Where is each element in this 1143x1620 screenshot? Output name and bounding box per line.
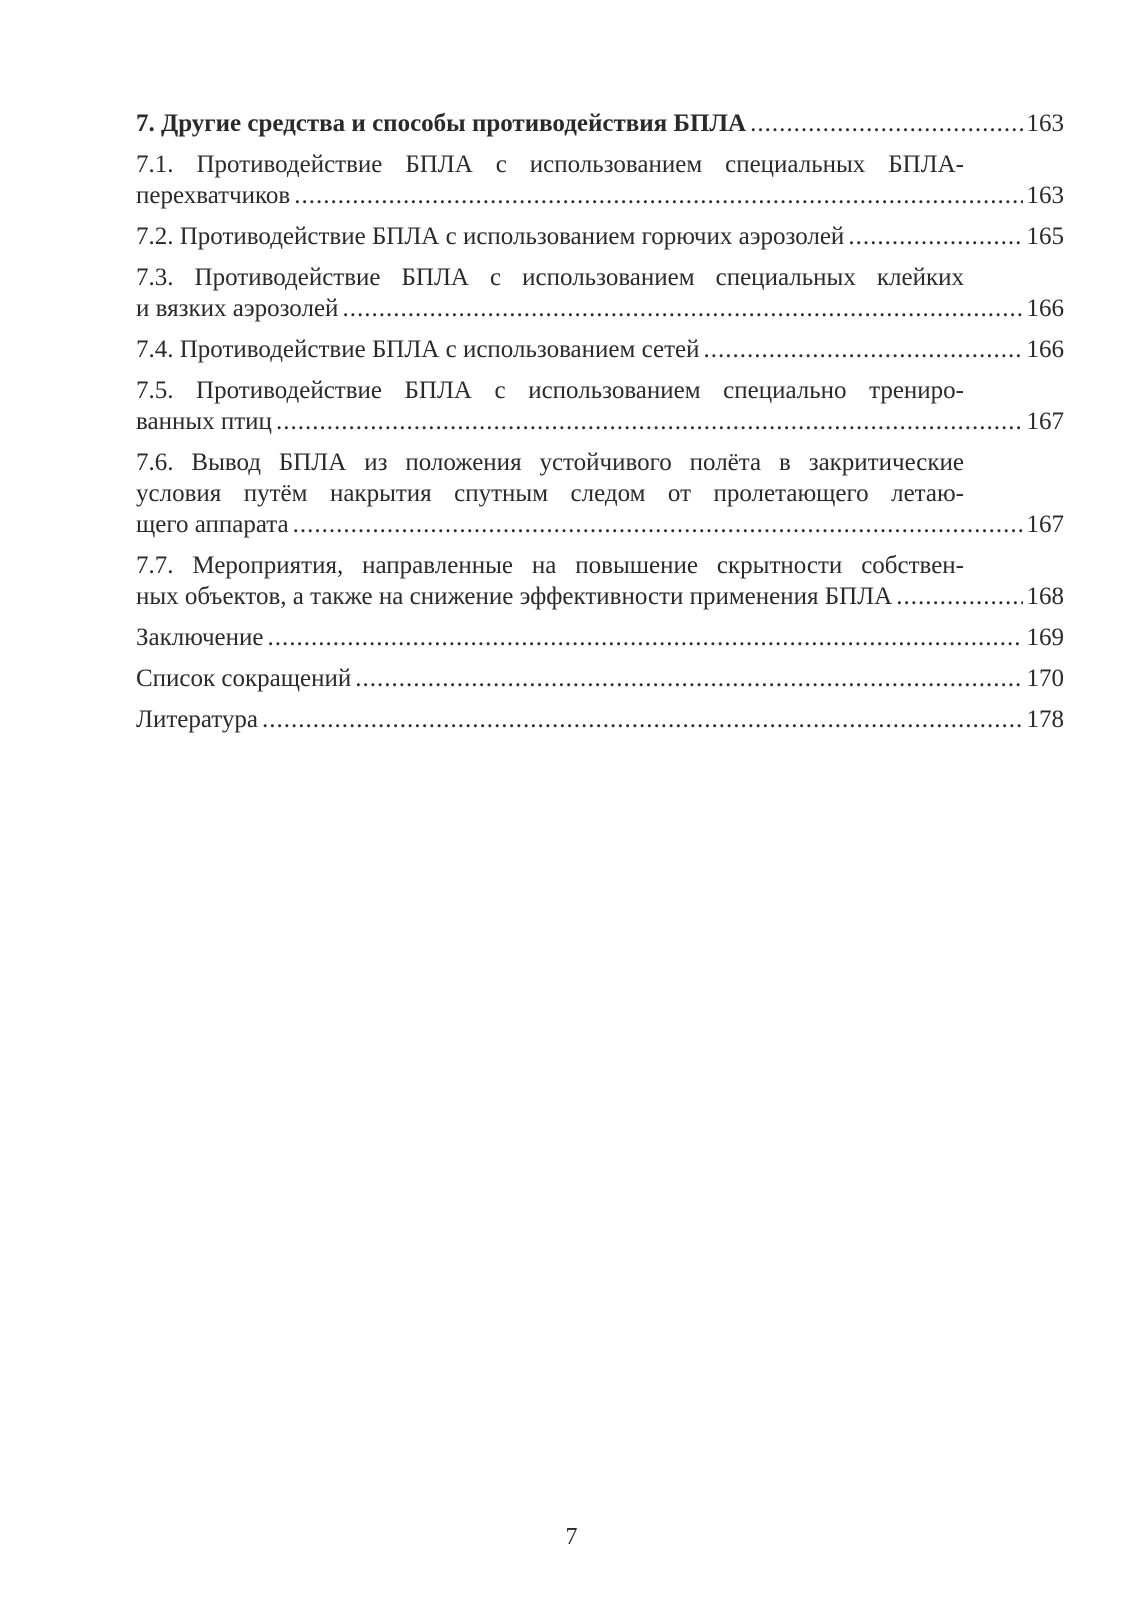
toc-entry-title: 7.4. Противодействие БПЛА с использованием сетей bbox=[136, 336, 700, 363]
toc-entry-page: 170 bbox=[1026, 665, 1064, 692]
dot-leader bbox=[276, 406, 1023, 437]
toc-entry[interactable] bbox=[136, 221, 1064, 252]
toc-entry-title: 7. Другие средства и способы противодействия БПЛА bbox=[136, 110, 747, 137]
toc-entry-last-line bbox=[136, 108, 1064, 139]
toc-entry-last-line bbox=[136, 581, 1064, 612]
toc-entry-title: Заключение bbox=[136, 624, 264, 651]
dot-leader bbox=[750, 108, 1022, 139]
toc-entry-last-line bbox=[136, 221, 1064, 252]
dot-leader bbox=[293, 509, 1023, 540]
toc-entry[interactable] bbox=[136, 704, 1064, 735]
toc-entry[interactable] bbox=[136, 550, 1064, 612]
toc-entry-page: 178 bbox=[1026, 706, 1064, 733]
toc-entry-page: 169 bbox=[1026, 624, 1064, 651]
toc-entry-last-line bbox=[136, 663, 1064, 694]
dot-leader bbox=[355, 663, 1022, 694]
toc-entry[interactable] bbox=[136, 622, 1064, 653]
toc-entry-title: щего аппарата bbox=[136, 511, 289, 538]
toc-entry-title: ных объектов, а также на снижение эффективности применения БПЛА bbox=[136, 583, 893, 610]
dot-leader bbox=[342, 293, 1022, 324]
dot-leader bbox=[294, 180, 1022, 211]
toc-entry-last-line bbox=[136, 704, 1064, 735]
toc-entry[interactable] bbox=[136, 149, 1064, 211]
toc-entry-title: Список сокращений bbox=[136, 665, 352, 692]
page-number: 7 bbox=[565, 1524, 578, 1550]
toc-entry-title: и вязких аэрозолей bbox=[136, 295, 339, 322]
toc-entry-last-line bbox=[136, 293, 1064, 324]
dot-leader bbox=[896, 581, 1022, 612]
toc-entry[interactable] bbox=[136, 447, 1064, 540]
toc-entry-line: условия путём накрытия спутным следом от пролетающего летаю- bbox=[136, 480, 964, 507]
toc-entry-line: 7.1. Противодействие БПЛА с использованием специальных БПЛА- bbox=[136, 151, 964, 178]
dot-leader bbox=[262, 704, 1023, 735]
toc-entry-line: 7.5. Противодействие БПЛА с использованием специально трениро- bbox=[136, 377, 964, 404]
table-of-contents bbox=[136, 108, 1064, 745]
toc-entry[interactable] bbox=[136, 334, 1064, 365]
toc-entry-title: 7.2. Противодействие БПЛА с использованием горючих аэрозолей bbox=[136, 223, 845, 250]
toc-entry[interactable] bbox=[136, 375, 1064, 437]
toc-entry[interactable] bbox=[136, 262, 1064, 324]
toc-entry-page: 168 bbox=[1026, 583, 1064, 610]
toc-entry-title: ванных птиц bbox=[136, 408, 272, 435]
dot-leader bbox=[268, 622, 1023, 653]
toc-entry-title: перехватчиков bbox=[136, 182, 291, 209]
toc-entry-last-line bbox=[136, 622, 1064, 653]
dot-leader bbox=[703, 334, 1022, 365]
toc-entry-line: 7.3. Противодействие БПЛА с использованием специальных клейких bbox=[136, 264, 964, 291]
toc-entry-last-line bbox=[136, 180, 1064, 211]
toc-entry-line: 7.7. Мероприятия, направленные на повышение скрытности собствен- bbox=[136, 552, 964, 579]
toc-entry-page: 163 bbox=[1026, 110, 1064, 137]
toc-entry-last-line bbox=[136, 334, 1064, 365]
toc-entry-title: Литература bbox=[136, 706, 258, 733]
toc-entry[interactable] bbox=[136, 108, 1064, 139]
toc-entry-last-line bbox=[136, 509, 1064, 540]
toc-entry-last-line bbox=[136, 406, 1064, 437]
toc-entry-page: 165 bbox=[1026, 223, 1064, 250]
toc-entry-page: 167 bbox=[1026, 408, 1064, 435]
toc-entry-line: 7.6. Вывод БПЛА из положения устойчивого полёта в закритические bbox=[136, 449, 964, 476]
toc-entry[interactable] bbox=[136, 663, 1064, 694]
toc-entry-page: 166 bbox=[1026, 295, 1064, 322]
toc-entry-page: 166 bbox=[1026, 336, 1064, 363]
toc-entry-page: 163 bbox=[1026, 182, 1064, 209]
dot-leader bbox=[848, 221, 1022, 252]
toc-entry-page: 167 bbox=[1026, 511, 1064, 538]
